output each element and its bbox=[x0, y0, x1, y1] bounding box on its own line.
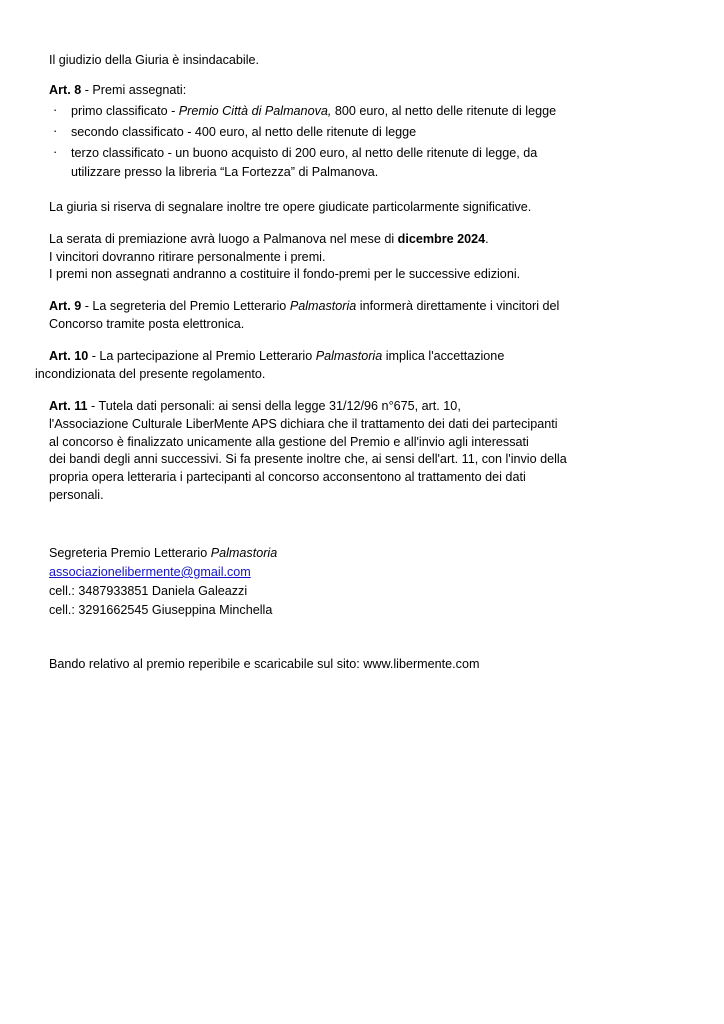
art11-line-2: l'Associazione Culturale LiberMente APS dichiara che il trattamento dei dati dei partecipanti bbox=[49, 416, 558, 431]
ceremony-line-3: I premi non assegnati andranno a costituire il fondo-premi per le successive edizioni. bbox=[49, 267, 521, 282]
jury-note-paragraph bbox=[49, 199, 664, 217]
ceremony-line-1 bbox=[49, 231, 664, 249]
list-item-text bbox=[71, 144, 664, 181]
art9-label: Art. 9 bbox=[49, 299, 82, 314]
prize1-post: 800 euro, al netto delle ritenute di legge bbox=[331, 103, 557, 118]
contact-phone-1: cell.: 3487933851 Daniela Galeazzi bbox=[49, 583, 248, 598]
list-item-text bbox=[71, 102, 664, 120]
art9-post: informerà direttamente i vincitori del bbox=[356, 299, 560, 314]
art11-line-6: personali. bbox=[49, 488, 104, 503]
list-item-text bbox=[71, 123, 664, 141]
art9-line-2: Concorso tramite posta elettronica. bbox=[49, 317, 245, 332]
contact-pre: Segreteria Premio Letterario bbox=[49, 546, 211, 560]
prize3-continuation: utilizzare presso la libreria “La Fortezza” di Palmanova. bbox=[71, 164, 379, 179]
art8-heading bbox=[49, 82, 664, 100]
jury-note-text: La giuria si riserva di segnalare inoltre tre opere giudicate particolarmente significative. bbox=[49, 199, 532, 214]
prize2-pre: secondo classificato - 400 euro, al netto delle ritenute di legge bbox=[71, 125, 417, 139]
ceremony-line-2: I vincitori dovranno ritirare personalmente i premi. bbox=[49, 249, 326, 264]
art10-italic: Palmastoria bbox=[315, 349, 383, 363]
art10-pre: - La partecipazione al Premio Letterario bbox=[88, 349, 316, 363]
art11-line-1 bbox=[49, 398, 664, 416]
art8-heading-rest: - Premi assegnati: bbox=[81, 82, 187, 97]
ceremony-block bbox=[49, 231, 664, 285]
email-link[interactable]: associazionelibermente@gmail.com bbox=[49, 564, 251, 579]
art10-label: Art. 10 bbox=[49, 349, 89, 363]
list-item bbox=[49, 144, 664, 181]
list-item bbox=[49, 102, 664, 120]
art11-block bbox=[49, 398, 664, 505]
ceremony-post: . bbox=[485, 231, 489, 246]
intro-text: Il giudizio della Giuria è insindacabile. bbox=[49, 53, 260, 67]
art9-block bbox=[49, 298, 664, 334]
art10-line-2: incondizionata del presente regolamento. bbox=[35, 366, 266, 381]
contact-secretariat bbox=[49, 545, 664, 563]
art8-prize-list bbox=[49, 102, 664, 181]
prize1-pre: primo classificato - bbox=[71, 103, 179, 118]
contact-italic: Palmastoria bbox=[210, 546, 278, 560]
art10-block bbox=[35, 348, 664, 384]
bullet-icon: · bbox=[53, 123, 58, 138]
bullet-icon: · bbox=[53, 101, 58, 117]
bullet-icon: · bbox=[53, 144, 58, 160]
art11-line-5: propria opera letteraria i partecipanti al concorso acconsentono al trattamento dei dati bbox=[49, 470, 526, 485]
art11-line-4: dei bandi degli anni successivi. Si fa presente inoltre che, ai sensi dell'art. 11, con l'invio della bbox=[49, 452, 567, 467]
ceremony-date: dicembre 2024 bbox=[397, 231, 486, 246]
art10-post: implica l'accettazione bbox=[382, 349, 505, 363]
contact-block bbox=[49, 545, 664, 620]
art9-pre: - La segreteria del Premio Letterario bbox=[81, 299, 290, 314]
art10-line-1 bbox=[49, 348, 664, 366]
footer-note-text: Bando relativo al premio reperibile e scaricabile sul sito: www.libermente.com bbox=[49, 656, 480, 671]
art11-text-1: - Tutela dati personali: ai sensi della legge 31/12/96 n°675, art. 10, bbox=[87, 398, 461, 413]
footer-note bbox=[49, 656, 664, 674]
ceremony-pre: La serata di premiazione avrà luogo a Palmanova nel mese di bbox=[49, 231, 398, 246]
contact-email-line bbox=[49, 564, 664, 582]
contact-phone-2: cell.: 3291662545 Giuseppina Minchella bbox=[49, 602, 273, 617]
prize3-pre: terzo classificato - un buono acquisto di 200 euro, al netto delle ritenute di legge, da bbox=[71, 146, 538, 161]
art11-line-3: al concorso è finalizzato unicamente alla gestione del Premio e all'invio agli interessati bbox=[49, 434, 529, 449]
art9-italic: Palmastoria bbox=[289, 299, 357, 314]
list-item bbox=[49, 123, 664, 141]
prize1-italic: Premio Città di Palmanova, bbox=[178, 103, 332, 118]
art9-line-1 bbox=[49, 298, 664, 316]
art11-label: Art. 11 bbox=[49, 398, 88, 413]
art8-label: Art. 8 bbox=[49, 82, 82, 97]
document-body bbox=[35, 52, 664, 673]
intro-paragraph bbox=[49, 52, 664, 70]
